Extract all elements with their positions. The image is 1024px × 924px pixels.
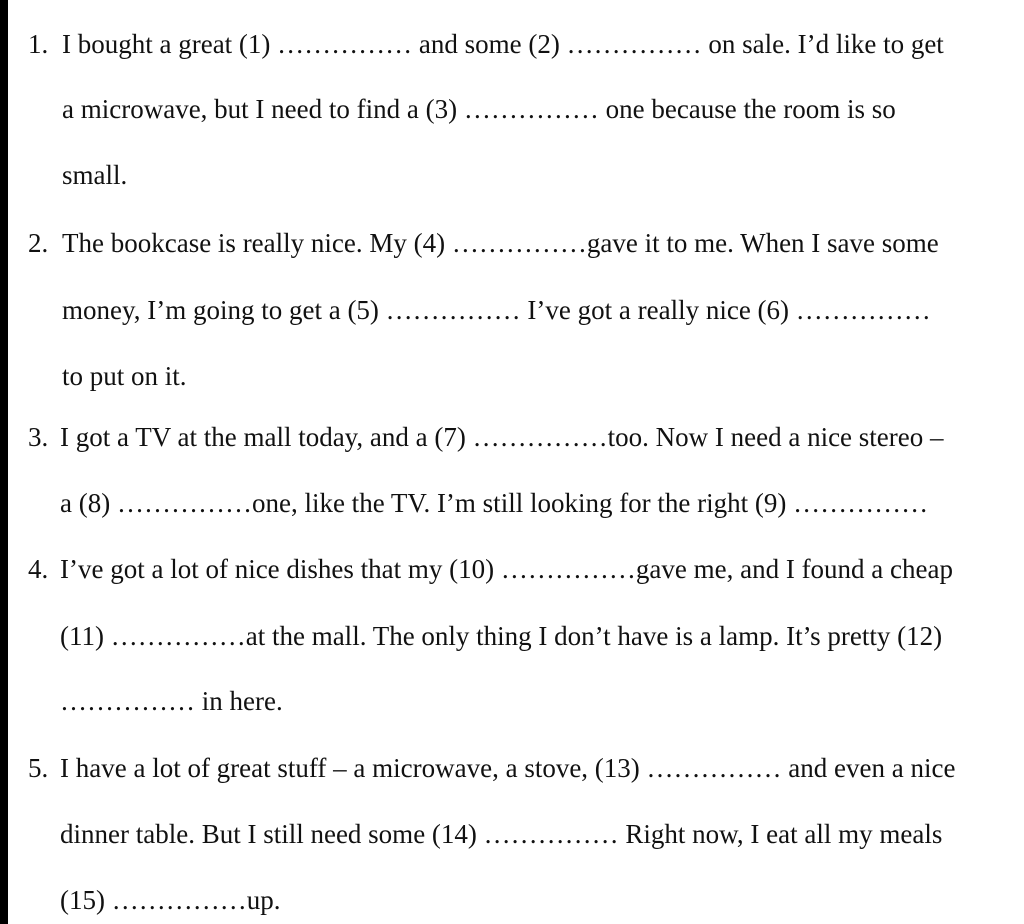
item-number: 4. — [28, 554, 49, 584]
item-3-line-1: I got a TV at the mall today, and a (7) ……………too. Now I need a nice stereo – — [60, 422, 944, 452]
item-2-line-3: to put on it. — [62, 361, 187, 391]
item-4-line-3: …………… in here. — [60, 686, 283, 716]
item-1-line-1: I bought a great (1) …………… and some (2) …………… on sale. I’d like to get — [62, 29, 944, 59]
item-5-line-3: (15) ……………up. — [60, 885, 281, 915]
item-2-line-2: money, I’m going to get a (5) …………… I’ve got a really nice (6) …………… — [62, 295, 931, 325]
item-number: 1. — [28, 29, 49, 59]
item-5-line-1: I have a lot of great stuff – a microwave, a stove, (13) …………… and even a nice — [60, 753, 956, 783]
item-1-line-2: a microwave, but I need to find a (3) …………… one because the room is so — [62, 94, 896, 124]
item-2-line-1: The bookcase is really nice. My (4) ……………gave it to me. When I save some — [62, 228, 939, 258]
item-1-line-3: small. — [62, 160, 128, 190]
item-5-line-2: dinner table. But I still need some (14) …………… Right now, I eat all my meals — [60, 819, 943, 849]
item-number: 3. — [28, 422, 49, 452]
item-number: 5. — [28, 753, 49, 783]
left-edge-bar — [0, 0, 8, 924]
item-3-line-2: a (8) ……………one, like the TV. I’m still looking for the right (9) …………… — [60, 488, 929, 518]
item-number: 2. — [28, 228, 49, 258]
item-4-line-2: (11) ……………at the mall. The only thing I don’t have is a lamp. It’s pretty (12) — [60, 621, 943, 651]
item-4-line-1: I’ve got a lot of nice dishes that my (10) ……………gave me, and I found a cheap — [60, 554, 953, 584]
